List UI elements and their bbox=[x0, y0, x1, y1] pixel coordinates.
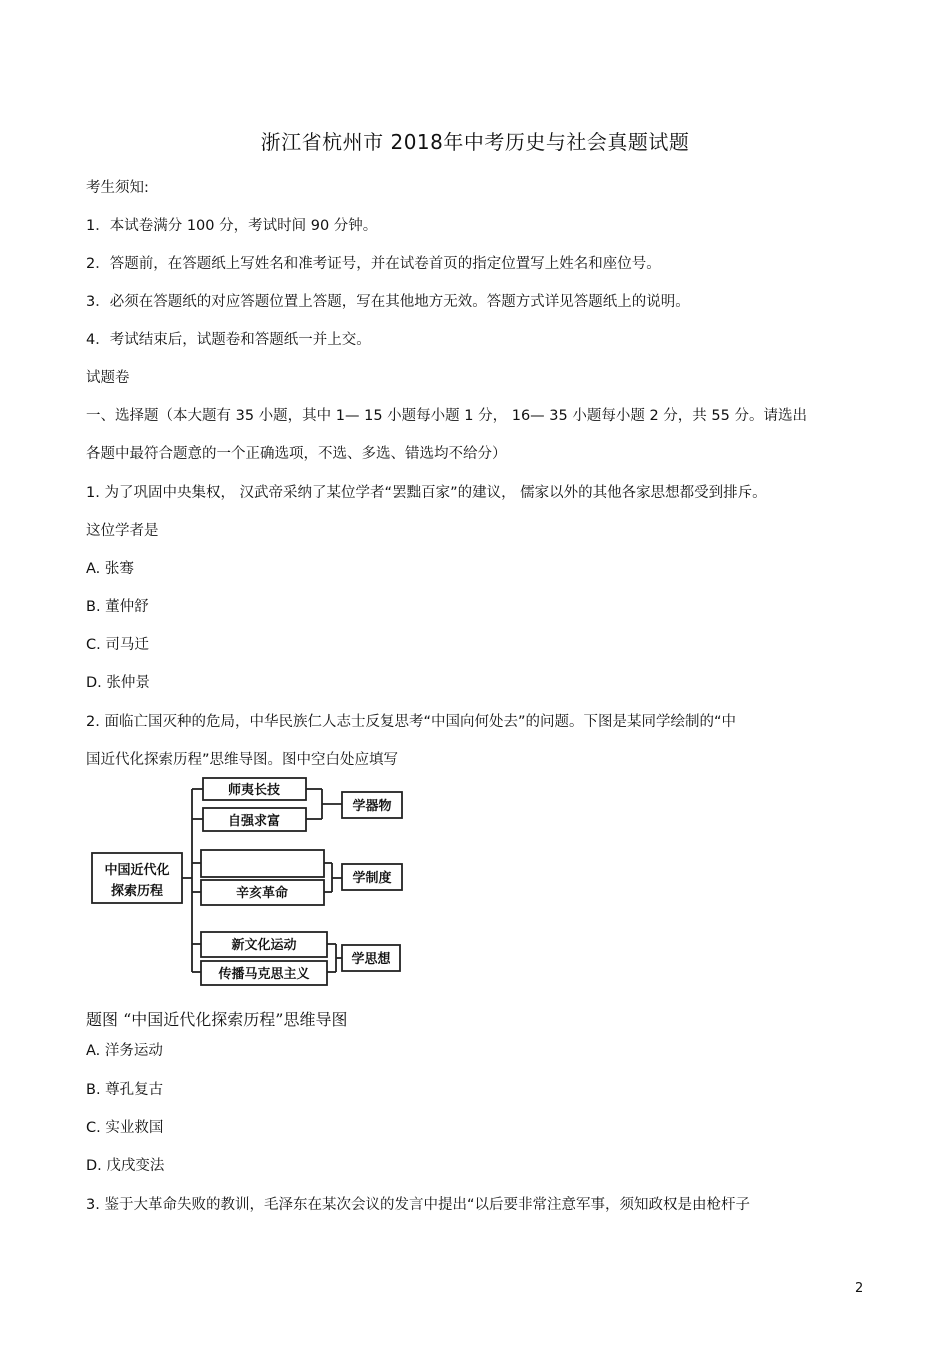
mindmap-label-1: 学器物 bbox=[352, 799, 392, 814]
mindmap-root-line-2: 探索历程 bbox=[110, 884, 164, 899]
mind-map-figure bbox=[86, 772, 416, 990]
mindmap-blank-box bbox=[201, 850, 324, 877]
q2-option-a: A. 洋务运动 bbox=[86, 1043, 163, 1059]
page-title: 浙江省杭州市 2018年中考历史与社会真题试题 bbox=[260, 130, 690, 154]
q1-stem-line-2: 这位学者是 bbox=[86, 523, 159, 539]
mindmap-item-6: 传播马克思主义 bbox=[218, 967, 310, 982]
mindmap-item-1: 师夷长技 bbox=[227, 783, 281, 798]
q2-stem-line-1: 2. 面临亡国灭种的危局，中华民族仁人志士反复思考“中国向何处去”的问题。下图是某同学绘制的“中 bbox=[86, 714, 736, 730]
notice-item-2: 2．答题前，在答题纸上写姓名和准考证号，并在试卷首页的指定位置写上姓名和座位号。 bbox=[86, 256, 661, 272]
q2-option-d: D. 戊戌变法 bbox=[86, 1158, 165, 1174]
q1-option-a: A. 张骞 bbox=[86, 561, 134, 577]
mindmap-item-5: 新文化运动 bbox=[231, 938, 297, 953]
q1-option-c: C. 司马迁 bbox=[86, 637, 149, 653]
section-intro-line-2: 各题中最符合题意的一个正确选项，不选、多选、错选均不给分） bbox=[86, 446, 507, 462]
notice-heading: 考生须知: bbox=[86, 180, 149, 196]
mindmap-item-2: 自强求富 bbox=[227, 814, 281, 829]
section-intro-line-1: 一、选择题（本大题有 35 小题，其中 1— 15 小题每小题 1 分， 16— 35 小题每小题 2 分，共 55 分。请选出 bbox=[86, 408, 807, 424]
section-label: 试题卷 bbox=[86, 370, 130, 386]
q1-option-d: D. 张仲景 bbox=[86, 675, 150, 691]
q2-option-b: B. 尊孔复古 bbox=[86, 1082, 164, 1098]
q1-option-b: B. 董仲舒 bbox=[86, 599, 149, 615]
notice-item-1: 1．本试卷满分 100 分，考试时间 90 分钟。 bbox=[86, 218, 378, 234]
mindmap-root-line-1: 中国近代化 bbox=[104, 863, 170, 878]
mindmap-label-2: 学制度 bbox=[352, 871, 392, 886]
q2-stem-line-2: 国近代化探索历程”思维导图。图中空白处应填写 bbox=[86, 752, 399, 768]
figure-caption: 题图 “中国近代化探索历程”思维导图 bbox=[86, 1010, 348, 1029]
page-number: 2 bbox=[855, 1281, 864, 1296]
notice-item-4: 4．考试结束后，试题卷和答题纸一并上交。 bbox=[86, 332, 371, 348]
notice-item-3: 3．必须在答题纸的对应答题位置上答题，写在其他地方无效。答题方式详见答题纸上的说明。 bbox=[86, 294, 690, 310]
q1-stem-line-1: 1. 为了巩固中央集权， 汉武帝采纳了某位学者“罢黜百家”的建议， 儒家以外的其他各家思想都受到排斥。 bbox=[86, 485, 767, 501]
q2-option-c: C. 实业救国 bbox=[86, 1120, 164, 1136]
mindmap-label-3: 学思想 bbox=[351, 952, 391, 967]
q3-stem-line-1: 3. 鉴于大革命失败的教训，毛泽东在某次会议的发言中提出“以后要非常注意军事，须知政权是由枪杆子 bbox=[86, 1197, 750, 1213]
mindmap-item-4: 辛亥革命 bbox=[235, 886, 289, 901]
